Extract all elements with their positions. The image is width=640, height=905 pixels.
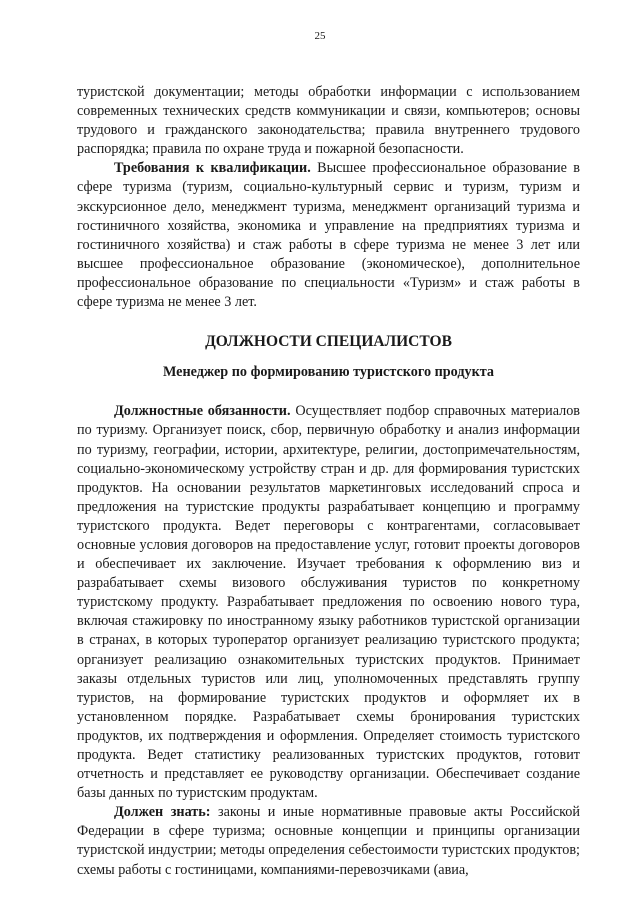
qualification-label: Требования к квалификации.: [114, 160, 311, 177]
must-know-paragraph: [77, 803, 580, 879]
duties-text: Осуществляет подбор справочных материалов по туризму. Организует поиск, сбор, первичную обработку и анализ информации по туризму, географии, истории, архитектуре, религии, достопримечательностям, социально-экономическому устройству стран и др. для формирования туристских продуктов. На основании результатов маркетинговых исследований спроса и предложения на туристские продукты разрабатывает концепцию и программу туристского продукта. Ведет переговоры с контрагентами, согласовывает основные условия договоров на предоставление услуг, готовит проекты договоров и обеспечивает их заключение. Изучает требования к оформлению виз и разрабатывает схемы визового обслуживания туристов по конкретному туристскому продукту. Разрабатывает предложения по освоению нового тура, включая стажировку по иностранному языку работников туристской организации в странах, в которых туроператор организует реализацию туристского продукта; организует реализацию ознакомительных туристских продуктов. Принимает заказы отдельных туристов или лиц, уполномоченных представлять группу туристов, на формирование туристских продуктов и оформляет их в установленном порядке. Разрабатывает схемы бронирования туристских продуктов, их подтверждения и оформления. Определяет стоимость туристского продукта. Ведет статистику реализованных туристских продуктов, готовит отчетность и представляет ее руководству организации. Обеспечивает создание базы данных по туристским продуктам.: [77, 403, 580, 802]
position-title: Менеджер по формированию туристского продукта: [162, 364, 495, 381]
qualification-paragraph: [77, 159, 580, 312]
intro-paragraph: туристской документации; методы обработки информации с использованием современных технических средств коммуникации и связи, компьютеров; основы трудового и гражданского законодательства; правила внутреннего трудового распорядка; правила по охране труда и пожарной безопасности.: [77, 84, 580, 158]
duties-paragraph: [77, 402, 580, 803]
qualification-text: Высшее профессиональное образование в сфере туризма (туризм, социально-культурный сервис и туризм, туризм и экскурсионное дело, менеджмент туризма, менеджмент организаций туризма и гостиничного хозяйства, экономика и управление на предприятиях туризма и гостиничного хозяйства) и стаж работы в сфере туризма не менее 3 лет или высшее профессиональное образование (экономическое), дополнительное профессиональное образование по специальности «Туризм» и стаж работы в сфере туризма не менее 3 лет.: [77, 160, 580, 311]
duties-label: Должностные обязанности.: [114, 403, 291, 420]
must-know-text: законы и иные нормативные правовые акты Российской Федерации в сфере туризма; основные концепции и принципы организации туристской индустрии; методы определения себестоимости туристских продуктов; схемы работы с гостиницами, компаниями-перевозчиками (авиа,: [77, 804, 580, 878]
section-heading: ДОЛЖНОСТИ СПЕЦИАЛИСТОВ: [205, 333, 452, 351]
page-content: [77, 83, 580, 880]
must-know-label: Должен знать:: [114, 804, 211, 821]
page-number: 25: [314, 30, 326, 42]
